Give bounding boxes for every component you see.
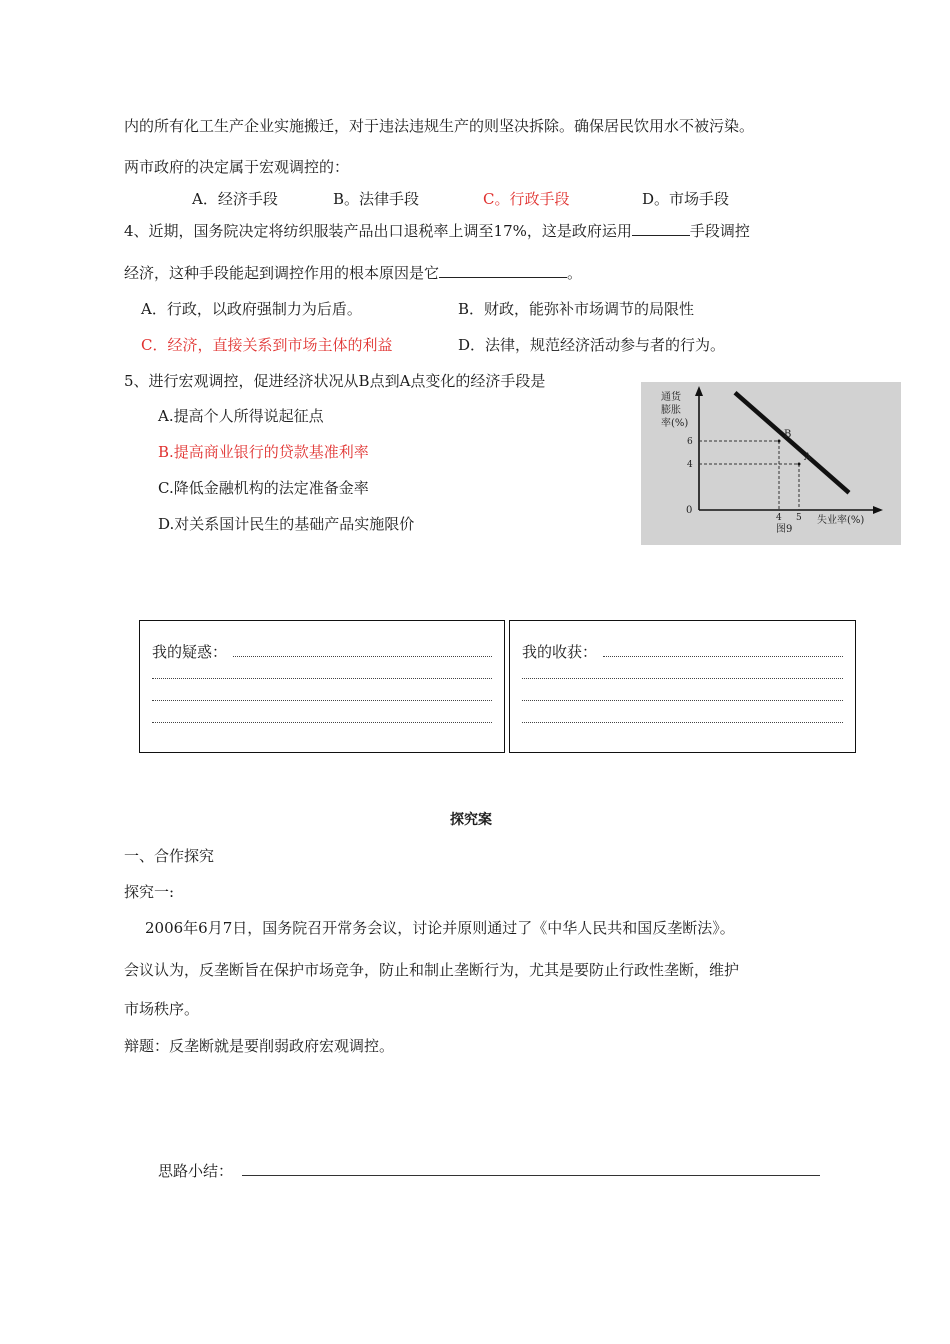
- doubts-label: 我的疑惑：: [152, 643, 228, 661]
- doubts-line[interactable]: [233, 656, 492, 657]
- y-axis-label: [661, 390, 688, 429]
- curve-line: [735, 393, 849, 493]
- x-axis-label: 失业率(%): [817, 515, 865, 526]
- q5-option-a: A.提高个人所得说起征点: [158, 407, 324, 425]
- q3-option-d: D。市场手段: [642, 190, 730, 208]
- q5-option-d: D.对关系国计民生的基础产品实施限价: [158, 515, 415, 533]
- inquiry-para-line-2: 会议认为，反垄断旨在保护市场竞争，防止和制止垄断行为，尤其是要防止行政性垄断，维护: [124, 961, 740, 979]
- gains-line[interactable]: [522, 722, 843, 723]
- x-tick-label: 5: [796, 513, 802, 523]
- gains-line[interactable]: [522, 700, 843, 701]
- inquiry-para-line-1: 2006年6月7日，国务院召开常务会议，讨论并原则通过了《中华人民共和国反垄断法》。: [145, 919, 735, 937]
- point-label-B: B: [784, 429, 792, 440]
- inquiry-sub: 探究一:: [124, 883, 175, 901]
- y-axis-label-line: 膨胀: [661, 405, 681, 416]
- gains-box: [509, 620, 856, 753]
- q4-option-b: B．财政，能弥补市场调节的局限性: [458, 300, 695, 318]
- doubts-box: [139, 620, 505, 753]
- gains-line[interactable]: [603, 656, 843, 657]
- inflation-unemployment-chart: [641, 382, 901, 545]
- q4-stem-line-2: [124, 262, 582, 283]
- y-tick-label: 4: [687, 460, 693, 470]
- gains-label: 我的收获：: [522, 643, 598, 661]
- q4-option-c: C．经济，直接关系到市场主体的利益: [141, 336, 393, 354]
- y-axis-label-line: 通货: [661, 392, 681, 403]
- chart-canvas: [641, 382, 901, 545]
- context-line-1: 内的所有化工生产企业实施搬迁，对于违法违规生产的则坚决拆除。确保居民饮用水不被污染。: [124, 117, 755, 135]
- q5-option-b: B.提高商业银行的贷款基准利率: [158, 443, 369, 461]
- x-axis-arrow: [873, 506, 883, 514]
- y-tick-label: 6: [687, 437, 693, 447]
- origin-label: 0: [686, 505, 693, 516]
- q4-option-a: A．行政，以政府强制力为后盾。: [141, 300, 362, 318]
- gains-line[interactable]: [522, 678, 843, 679]
- doubts-line[interactable]: [152, 678, 492, 679]
- q4-blank-2[interactable]: [439, 263, 567, 278]
- q4-option-d: D．法律，规范经济活动参与者的行为。: [458, 336, 726, 354]
- point-B: [778, 440, 781, 443]
- doubts-line[interactable]: [152, 722, 492, 723]
- q4-stem-line-1: [124, 220, 750, 241]
- q4-blank-1[interactable]: [632, 221, 690, 236]
- q4-stem-part-1: 4、近期，国务院决定将纺织服装产品出口退税率上调至17%，这是政府运用: [124, 222, 632, 240]
- inquiry-para-line-3: 市场秩序。: [124, 1000, 200, 1018]
- q3-option-a: A．经济手段: [192, 190, 278, 208]
- summary-label: 思路小结：: [158, 1162, 234, 1180]
- q4-stem-part-3: 经济，这种手段能起到调控作用的根本原因是它: [124, 264, 440, 282]
- y-axis-arrow: [695, 386, 703, 396]
- inquiry-title: 探究案: [450, 812, 492, 828]
- summary-input-line[interactable]: [242, 1175, 820, 1176]
- q4-stem-part-2: 手段调控: [689, 222, 750, 240]
- q3-option-c: C。行政手段: [483, 190, 570, 208]
- point-A: [798, 463, 801, 466]
- chart-caption: 图9: [776, 524, 793, 535]
- y-axis-label-line: 率(%): [661, 418, 689, 429]
- q5-stem: 5、进行宏观调控，促进经济状况从B点到A点变化的经济手段是: [124, 372, 546, 390]
- doubts-line[interactable]: [152, 700, 492, 701]
- q4-stem-part-4: 。: [567, 264, 583, 282]
- debate-topic: 辩题：反垄断就是要削弱政府宏观调控。: [124, 1037, 395, 1055]
- inquiry-section: 一、合作探究: [124, 847, 215, 865]
- point-label-A: A: [804, 452, 812, 463]
- context-line-2: 两市政府的决定属于宏观调控的：: [124, 158, 350, 176]
- q5-option-c: C.降低金融机构的法定准备金率: [158, 479, 369, 497]
- x-tick-label: 4: [776, 513, 782, 523]
- q3-option-b: B。法律手段: [333, 190, 420, 208]
